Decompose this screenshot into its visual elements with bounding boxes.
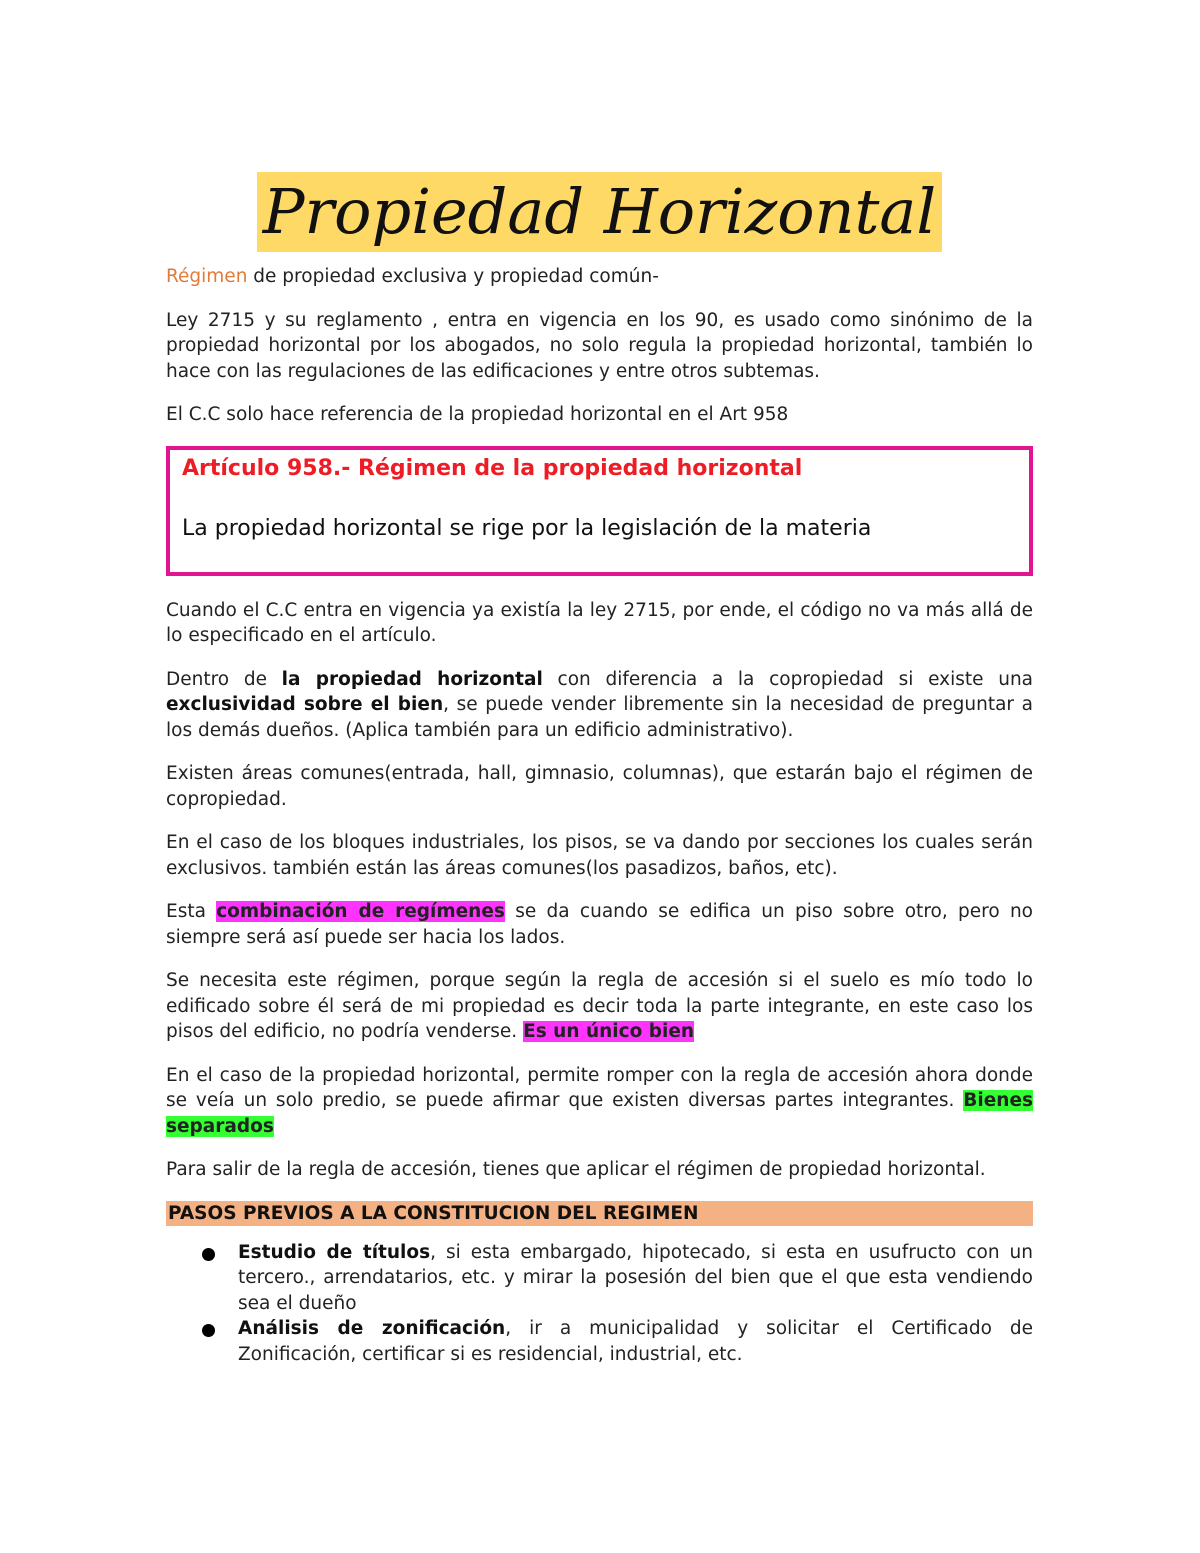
dentro-bold-1: la propiedad horizontal [281, 668, 543, 690]
necesita-text: Se necesita este régimen, porque según la regla de accesión si el suelo es mío todo lo edificado sobre él será de mi propiedad es decir toda la parte integrante, en este caso los pisos del edificio, no podría venderse. [166, 970, 1033, 1042]
list-item [238, 1316, 1033, 1367]
dentro-text-c: con diferencia a la copropiedad si existe una [542, 668, 1034, 690]
intro-keyword: Régimen [166, 266, 248, 287]
existen-paragraph: Existen áreas comunes(entrada, hall, gimnasio, columnas), que estarán bajo el régimen de copropiedad. [166, 763, 1033, 810]
article-box [166, 446, 1033, 576]
necesita-highlight: Es un único bien [523, 1021, 695, 1042]
article-title: Artículo 958.- Régimen de la propiedad horizontal [182, 455, 803, 481]
necesita-paragraph [166, 968, 1033, 1045]
bloques-paragraph: En el caso de los bloques industriales, los pisos, se va dando por secciones los cuales serán exclusivos. también están las áreas comunes(los pasadizos, baños, etc). [166, 832, 1033, 879]
intro-rest: de propiedad exclusiva y propiedad común- [247, 266, 659, 287]
document-title: Propiedad Horizontal [257, 172, 942, 252]
caso-paragraph [166, 1063, 1033, 1140]
bullet-text: , si esta embargado, hipotecado, si esta en usufructo con un tercero., arrendatarios, etc. y mirar la posesión del bien que el que esta vendiendo sea el dueño [238, 1241, 1033, 1314]
article-body: La propiedad horizontal se rige por la legislación de la materia [182, 515, 872, 541]
caso-text: En el caso de la propiedad horizontal, permite romper con la regla de accesión ahora donde se veía un solo predio, se puede afirmar que existen diversas partes integrantes. [166, 1064, 1033, 1111]
esta-text-b: se da cuando se edifica un piso sobre otro, pero no siempre será así puede ser hacia los lados. [166, 901, 1033, 948]
bullet-text: , ir a municipalidad y solicitar el Certificado de Zonificación, certificar si es residencial, industrial, etc. [238, 1318, 1033, 1365]
list-item [238, 1240, 1033, 1317]
esta-paragraph [166, 899, 1033, 950]
bullet-dot-icon [202, 1324, 215, 1337]
ley-paragraph: Ley 2715 y su reglamento , entra en vigencia en los 90, es usado como sinónimo de la propiedad horizontal por los abogados, no solo regula la propiedad horizontal, también lo hace con las regulaciones de las edificaciones y entre otros subtemas. [166, 309, 1033, 382]
esta-highlight: combinación de regímenes [216, 901, 505, 922]
esta-text-a: Esta [166, 901, 217, 922]
bullet-bold: Análisis de zonificación [238, 1318, 506, 1339]
salir-paragraph: Para salir de la regla de accesión, tienes que aplicar el régimen de propiedad horizontal. [166, 1159, 986, 1180]
intro-paragraph [166, 264, 1033, 290]
caso-highlight: Bienes separados [166, 1090, 1033, 1137]
cc-paragraph: El C.C solo hace referencia de la propiedad horizontal en el Art 958 [166, 404, 789, 425]
document-page [166, 172, 1033, 1367]
bullet-list [166, 1240, 1033, 1368]
dentro-text-a: Dentro de [166, 668, 282, 690]
dentro-paragraph [166, 667, 1033, 744]
cuando-paragraph: Cuando el C.C entra en vigencia ya existía la ley 2715, por ende, el código no va más allá de lo especificado en el artículo. [166, 599, 1033, 646]
bullet-dot-icon [202, 1248, 215, 1261]
dentro-text-d: , se puede vender libremente sin la necesidad de preguntar a los demás dueños. (Aplica también para un edificio administrativo). [166, 694, 1033, 741]
dentro-bold-2: exclusividad sobre el bien [166, 694, 444, 715]
title-wrap [166, 172, 1033, 252]
bullet-bold: Estudio de títulos [238, 1241, 431, 1263]
section-heading: PASOS PREVIOS A LA CONSTITUCION DEL REGIMEN [166, 1201, 1033, 1226]
